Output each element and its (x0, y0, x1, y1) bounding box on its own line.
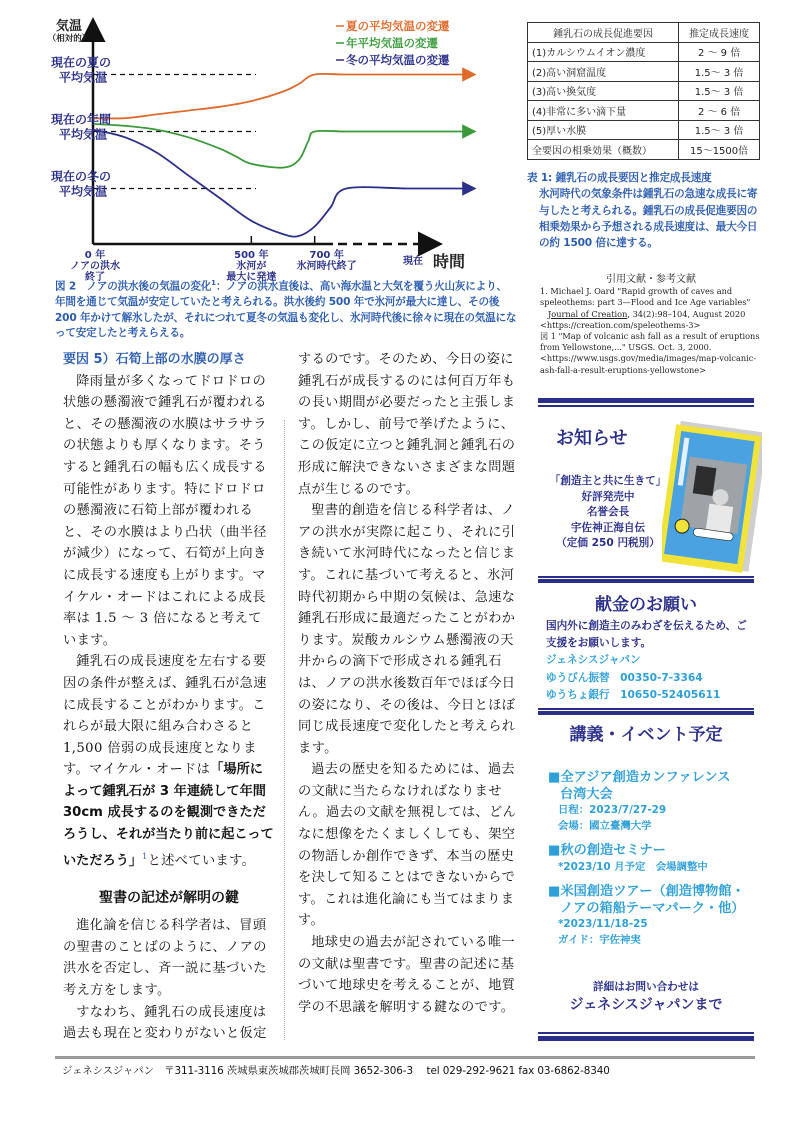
caption-text: ：ノアの洪水直後は、高い海水温と大気を覆う火山灰により、年間を通じて気温が安定していたと考えられる。洪水後約 500 年で氷河が最大に達し、その後 200 年かけて解氷したが、それにつれて夏冬の気温も変化し、氷河時代後に徐々に現在の気温になって安定したと考えらえる。 (55, 280, 517, 340)
reference-url[interactable]: <https://www.usgs.gov/media/images/map-volcanic-ash-fall-a-result-eruptions-yellowstone> (540, 353, 757, 375)
divider (538, 398, 754, 406)
caption-cite: 1 (211, 279, 216, 287)
x-tick-label: 最大に発達 (226, 272, 277, 283)
y-axis-title: 気温 (55, 19, 83, 34)
reference-label: 現在の夏の (51, 55, 112, 70)
events-list (548, 770, 758, 957)
x-end-label: 現在 (403, 256, 423, 267)
x-tick-label: 終了 (85, 272, 105, 283)
legend-label: 夏の平均気温の変遷 (346, 19, 450, 33)
paragraph (63, 651, 275, 871)
caption-prefix: 図 2 ノアの洪水後の気温の変化 (55, 280, 212, 293)
table-header: 推定成長速度 (679, 23, 760, 43)
reference-text: 1. Michael J. Oard "Rapid growth of caves and speleothems: part 3—Flood and Ice Age variables" (540, 286, 751, 308)
reference-journal-link[interactable]: Journal of Creation (548, 308, 628, 319)
donation-org: ジェネシスジャパン (546, 654, 641, 667)
event-date: *2023/11/18-25 (558, 918, 648, 930)
rate-cell: 15～1500倍 (679, 140, 760, 160)
event-date: *2023/10 月予定 会場調整中 (558, 860, 708, 873)
event-item (548, 770, 758, 834)
event-item (548, 843, 758, 875)
x-tick-label: 氷河が (236, 261, 267, 272)
paragraph: 降雨量が多くなってドロドロの状態の懸濁液で鍾乳石が覆われると、その懸濁液の水膜はサラサラの状態よりも厚くなります。そうすると鍾乳石の幅も広く成長する可能性があります。特にドロドロの懸濁液に石筍上部が覆われると、その水膜はより凸状（曲半径が減少）になって、石筍が上向きに成長する速度も上がります。マイケル・オードはこれによる成長率は 1.5 ～ 3 倍になると考えています。 (63, 373, 267, 648)
event-item (548, 884, 758, 948)
book-title: 「創造主と共に生きて」 (549, 475, 667, 487)
table-1-caption (527, 170, 767, 251)
rate-cell: 2 ～ 9 倍 (679, 42, 760, 62)
figure-2-temperature-chart (47, 8, 515, 283)
figure-2-caption (55, 276, 517, 342)
paragraph-text: と述べています。 (147, 853, 256, 869)
event-title: ■全アジア創造カンファレンス (548, 770, 731, 785)
references (540, 274, 762, 376)
reference-label: 平均気温 (59, 184, 108, 199)
paragraph-text: 鍾乳石の成長速度を左右する要因の条件が整えば、鍾乳石が急速に成長することがわかります。これらが最大限に組み合わさると 1,500 倍弱の成長速度となります。マイケル・オードは (63, 654, 267, 778)
notice-title: お知らせ (556, 428, 628, 449)
donation-title: 献金のお願い (595, 595, 697, 615)
reference-label: 現在の冬の (51, 169, 112, 184)
event-title: ■米国創造ツアー（創造博物館・ (548, 884, 745, 899)
event-title: ■秋の創造セミナー (548, 843, 666, 858)
donation-info (546, 618, 756, 704)
chart-svg (47, 8, 515, 283)
table-caption-title: 表 1: 鍾乳石の成長要因と推定成長速度 (527, 172, 712, 184)
rate-cell: 1.5～ 3 倍 (679, 62, 760, 82)
event-title-cont: ノアの箱船テーマパーク・他） (560, 900, 745, 916)
citation-marker: 1 (142, 851, 148, 861)
divider (538, 1032, 754, 1040)
article-column-2 (298, 349, 520, 1018)
column-divider (284, 420, 285, 1040)
event-date: 日程：2023/7/27-29 (558, 804, 667, 816)
reference-item (540, 286, 762, 331)
factor-cell: (1)カルシウムイオン濃度 (528, 42, 679, 62)
reference-label: 現在の年間 (51, 112, 112, 127)
events-title: 講義・イベント予定 (569, 725, 723, 745)
paragraph: 過去の歴史を知るためには、過去の文献に当たらなければなりません。過去の文献を無視しては、どんなに想像をたくましくしても、架空の物語しか創作できず、本当の歴史を決して知ることはできないからです。これは進化論にも当てはまります。 (298, 762, 517, 929)
reference-text: , 34(2):98–104, August 2020 (627, 308, 746, 319)
event-title-cont: 台湾大会 (560, 786, 613, 802)
reference-label: 平均気温 (59, 127, 108, 142)
x-tick-label: 氷河時代終了 (296, 261, 357, 272)
book-cover-image (662, 420, 762, 570)
reference-item (540, 331, 762, 376)
contact-note-big: ジェネシスジャパンまで (569, 997, 723, 1013)
paragraph: するのです。そのため、今日の姿に鍾乳石が成長するのには何百万年もの長い期間が必要だったと主張します。しかし、前号で挙げたように、この仮定に立つと鍾乳洞と鍾乳石の形成に解決できないさまざまな問題点が生じるのです。 (298, 352, 516, 497)
contact-note (538, 980, 754, 1015)
table-row (528, 140, 760, 160)
factor-cell: (2)高い洞窟温度 (528, 62, 679, 82)
notice-line: 名誉会長 (586, 506, 630, 519)
factor-cell: 全要因の相乗効果（概数） (528, 140, 679, 160)
legend-label: 冬の平均気温の変遷 (346, 53, 450, 67)
table-row (528, 101, 760, 121)
section-heading: 要因 5）石筍上部の水膜の厚さ (63, 352, 246, 367)
series-line-0 (93, 74, 473, 119)
paragraph: 地球史の過去が記されている唯一の文献は聖書です。聖書の記述に基づいて地球史を考えることが、地質学の不思議を解明する鍵なのです。 (298, 935, 516, 1015)
series-line-2 (93, 130, 473, 237)
reference-text: 図 1 "Map of volcanic ash fall as a result of eruptions from Yellowstone,..." USGS. Oct. 3, 2000. (540, 331, 760, 353)
rate-cell: 2 ～ 6 倍 (679, 101, 760, 121)
x-tick-label: 500 年 (234, 250, 269, 261)
table-row (528, 62, 760, 82)
sidebar (538, 398, 756, 1038)
factor-cell: (3)高い換気度 (528, 81, 679, 101)
table-caption-text: 氷河時代の気象条件は鍾乳石の急速な成長に寄与したと考えられる。鍾乳石の成長促進要因の相乗効果から予想される成長速度は、最大今日の約 1500 倍に達する。 (539, 188, 758, 250)
x-axis-title: 時間 (432, 252, 465, 271)
factor-cell: (4)非常に多い滴下量 (528, 101, 679, 121)
table-header: 鍾乳石の成長促進要因 (528, 23, 679, 43)
article-column-1 (63, 349, 275, 1045)
legend-label: 年平均気温の変遷 (346, 36, 438, 50)
postal-transfer-account: ゆうびん振替 00350-7-3364 (546, 671, 703, 684)
paragraph: 進化論を信じる科学者は、冒頭の聖書のことばのように、ノアの洪水を否定し、斉一説に基づいた考え方をします。 (63, 918, 267, 999)
notice-line: 宇佐神正海自伝 (570, 521, 646, 534)
donation-text: 国内外に創造主のみわざを伝えるため、ご支援をお願いします。 (546, 620, 747, 650)
table-row (528, 42, 760, 62)
x-tick-label: 700 年 (309, 250, 344, 261)
event-guide: ガイド：宇佐神実 (558, 933, 641, 946)
reference-label: 平均気温 (59, 70, 108, 85)
paragraph: すなわち、鍾乳石の成長速度は過去も現在と変わりがないと仮定 (63, 1004, 267, 1042)
bank-account: ゆうちょ銀行 10650-52405611 (546, 688, 721, 701)
event-venue: 会場：國立臺灣大学 (558, 819, 652, 832)
section-heading: 聖書の記述が解明の鍵 (99, 889, 239, 906)
rate-cell: 1.5～ 3 倍 (679, 81, 760, 101)
paragraph: 聖書的創造を信じる科学者は、ノアの洪水が実際に起こり、それに引き続いて氷河時代になったと信じます。これに基づいて考えると、氷河時代初期から中期の気候は、急速な鍾乳石形成に最適だったことがわかります。炭酸カルシウム懸濁液の天井からの滴下で形成される鍾乳石は、ノアの洪水後数百年でほぼ今日の姿になり、その後は、今日とほぼ同じ成長速度で変化したと考えられます。 (298, 503, 516, 756)
x-tick-label: ノアの洪水 (70, 261, 120, 272)
table-row (528, 120, 760, 140)
references-title: 引用文献・参考文献 (606, 274, 696, 285)
x-tick-label: 0 年 (84, 250, 106, 261)
table-row (528, 81, 760, 101)
rate-cell: 1.5～ 3 倍 (679, 120, 760, 140)
divider (538, 576, 754, 584)
table-header-row (528, 23, 760, 43)
quote: 「場所によって鍾乳石が 3 年連続して年間 30cm 成長するのを観測できただろうし、それが当たり前に起こっていただろう」 (63, 762, 274, 869)
factor-cell: (5)厚い水膜 (528, 120, 679, 140)
notice-line: 好評発売中 (581, 490, 635, 503)
divider (538, 708, 754, 716)
growth-factor-table (527, 22, 760, 160)
notice-text (538, 474, 678, 552)
reference-url[interactable]: <https://creation.com/speleothems-3> (540, 319, 701, 330)
y-axis-subtitle: （相対的） (47, 34, 91, 44)
series-line-1 (93, 124, 473, 168)
book-price: （定価 250 円税別） (556, 537, 660, 550)
footer-rule (55, 1056, 755, 1059)
contact-note-small: 詳細はお問い合わせは (593, 981, 699, 993)
footer-address: ジェネシスジャパン 〒311-3116 茨城県東茨城郡茨城町長岡 3652-306-3 tel 029-292-9621 fax 03-6862-8340 (62, 1065, 610, 1077)
